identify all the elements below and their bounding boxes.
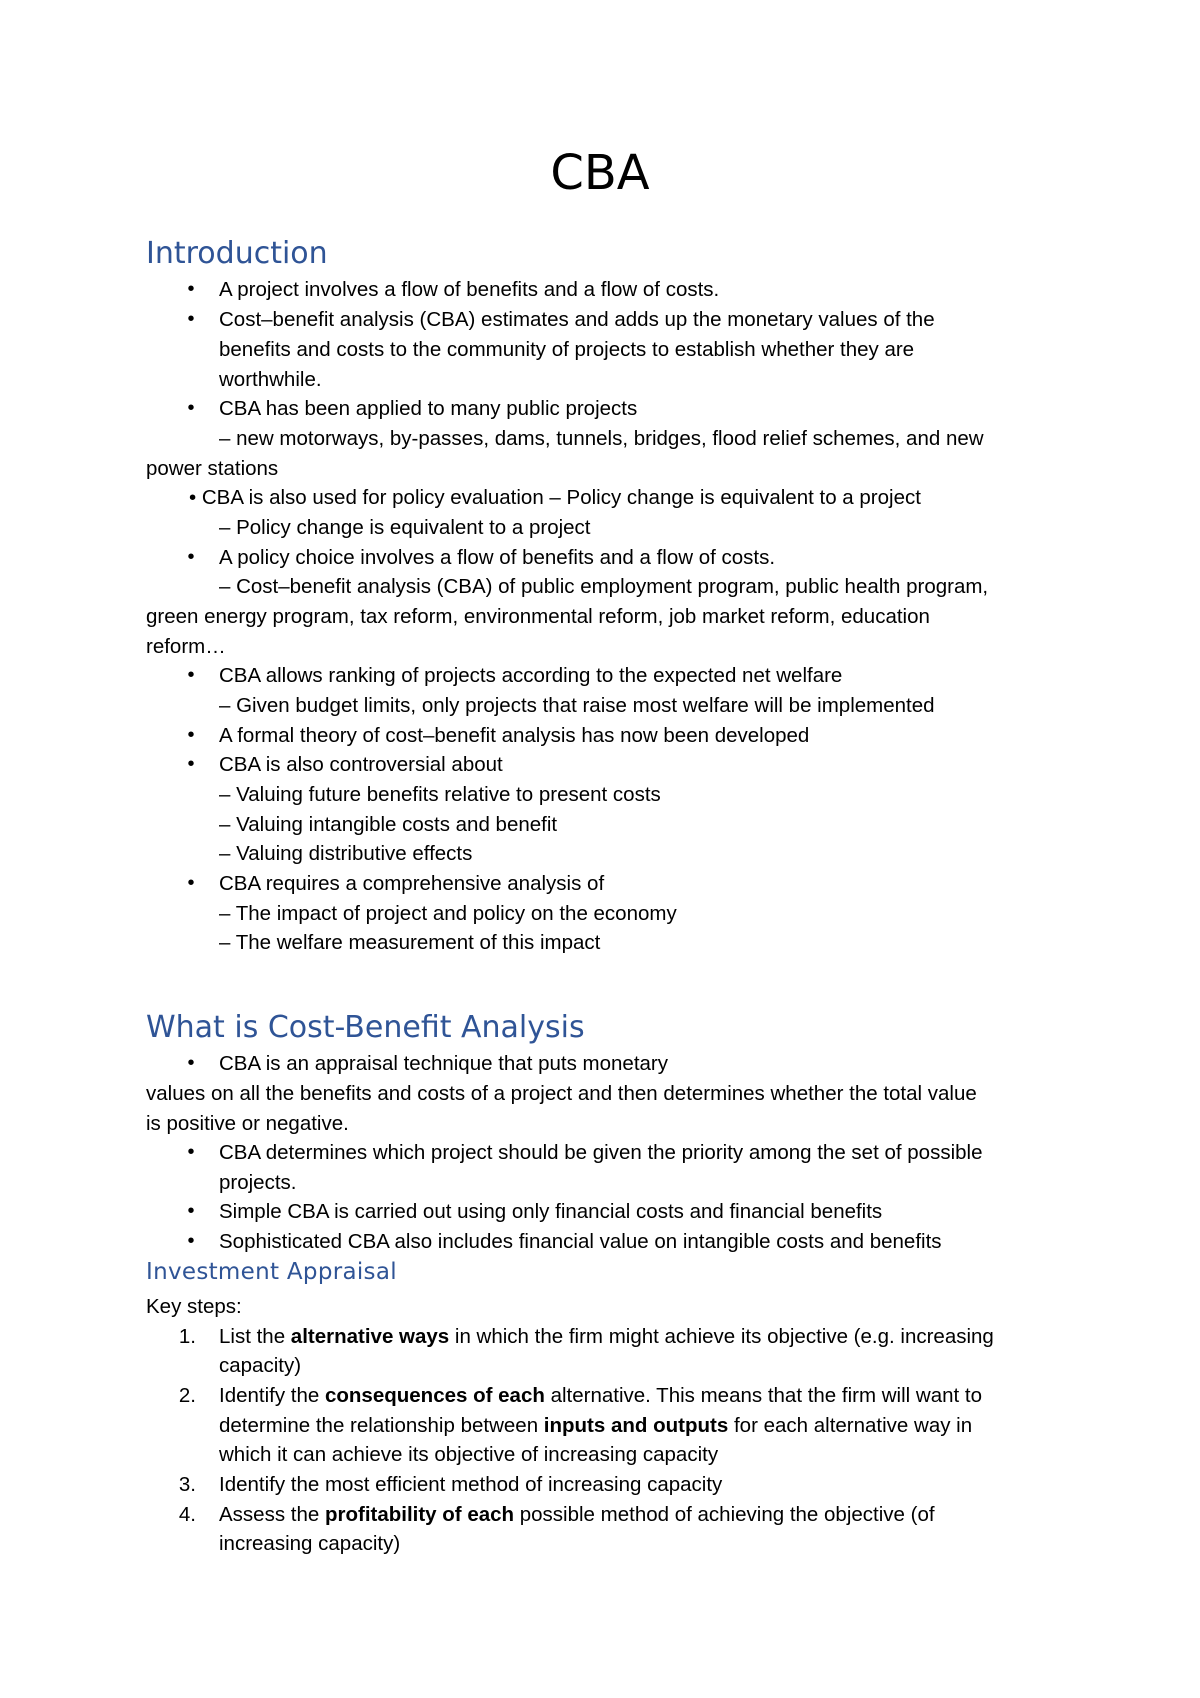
bullet-icon: • (187, 872, 195, 894)
step-1-line: List the alternative ways in which the firm might achieve its objective (e.g. increasing (219, 1325, 994, 1348)
bullet-icon: • (187, 1200, 195, 1222)
intro-line: worthwhile. (219, 368, 322, 391)
bullet-icon: • (187, 1230, 195, 1252)
step-2-line: Identify the consequences of each alternative. This means that the firm will want to (219, 1384, 983, 1407)
intro-line: – Cost–benefit analysis (CBA) of public employment program, public health program, (219, 575, 989, 598)
intro-line: A project involves a flow of benefits and a flow of costs. (219, 278, 720, 301)
bullet-icon: • (187, 546, 195, 568)
intro-line: power stations (146, 457, 279, 480)
intro-line: CBA allows ranking of projects according to the expected net welfare (219, 664, 843, 687)
intro-line: – new motorways, by-passes, dams, tunnels, bridges, flood relief schemes, and new (219, 427, 984, 450)
step-number: 4. (178, 1503, 196, 1526)
bullet-icon: • (187, 1052, 195, 1074)
what-line: projects. (219, 1171, 297, 1194)
step-number: 3. (178, 1473, 196, 1496)
heading-what-is-cba: What is Cost-Benefit Analysis (146, 1010, 585, 1045)
step-2-line: which it can achieve its objective of increasing capacity (219, 1443, 719, 1466)
intro-line: reform… (146, 635, 226, 658)
intro-line: CBA is also controversial about (219, 753, 503, 776)
document-title: CBA (550, 145, 650, 201)
intro-line: – The impact of project and policy on the economy (219, 902, 677, 925)
intro-line: benefits and costs to the community of projects to establish whether they are (219, 338, 915, 361)
step-4-line: increasing capacity) (219, 1532, 401, 1555)
intro-line: • CBA is also used for policy evaluation – Policy change is equivalent to a project (189, 486, 921, 509)
heading-introduction: Introduction (146, 236, 328, 271)
what-line: values on all the benefits and costs of a project and then determines whether the total value (146, 1082, 977, 1105)
step-number: 2. (178, 1384, 196, 1407)
intro-line: green energy program, tax reform, environmental reform, job market reform, education (146, 605, 930, 628)
intro-line: – Valuing future benefits relative to present costs (219, 783, 661, 806)
what-line: CBA is an appraisal technique that puts monetary (219, 1052, 668, 1075)
bullet-icon: • (187, 397, 195, 419)
what-line: Sophisticated CBA also includes financial value on intangible costs and benefits (219, 1230, 942, 1253)
bullet-icon: • (187, 308, 195, 330)
intro-line: A policy choice involves a flow of benefits and a flow of costs. (219, 546, 776, 569)
intro-line: – Valuing distributive effects (219, 842, 473, 865)
bullet-icon: • (187, 1141, 195, 1163)
bullet-icon: • (187, 753, 195, 775)
what-line: Simple CBA is carried out using only financial costs and financial benefits (219, 1200, 883, 1223)
step-number: 1. (178, 1325, 196, 1348)
intro-line: CBA requires a comprehensive analysis of (219, 872, 605, 895)
key-steps-label: Key steps: (146, 1295, 242, 1318)
intro-line: – Valuing intangible costs and benefit (219, 813, 558, 836)
step-4-line: Assess the profitability of each possible method of achieving the objective (of (219, 1503, 935, 1526)
bullet-icon: • (187, 664, 195, 686)
what-line: CBA determines which project should be given the priority among the set of possible (219, 1141, 983, 1164)
what-line: is positive or negative. (146, 1112, 349, 1135)
heading-investment-appraisal: Investment Appraisal (146, 1259, 397, 1285)
bullet-icon: • (187, 724, 195, 746)
step-3-line: Identify the most efficient method of increasing capacity (219, 1473, 723, 1496)
intro-line: – Policy change is equivalent to a project (219, 516, 591, 539)
step-1-line: capacity) (219, 1354, 302, 1377)
intro-line: A formal theory of cost–benefit analysis has now been developed (219, 724, 810, 747)
intro-line: Cost–benefit analysis (CBA) estimates and adds up the monetary values of the (219, 308, 935, 331)
intro-line: – Given budget limits, only projects that raise most welfare will be implemented (219, 694, 935, 717)
bullet-icon: • (187, 278, 195, 300)
intro-line: – The welfare measurement of this impact (219, 931, 601, 954)
intro-line: CBA has been applied to many public projects (219, 397, 638, 420)
step-2-line: determine the relationship between inputs and outputs for each alternative way in (219, 1414, 973, 1437)
